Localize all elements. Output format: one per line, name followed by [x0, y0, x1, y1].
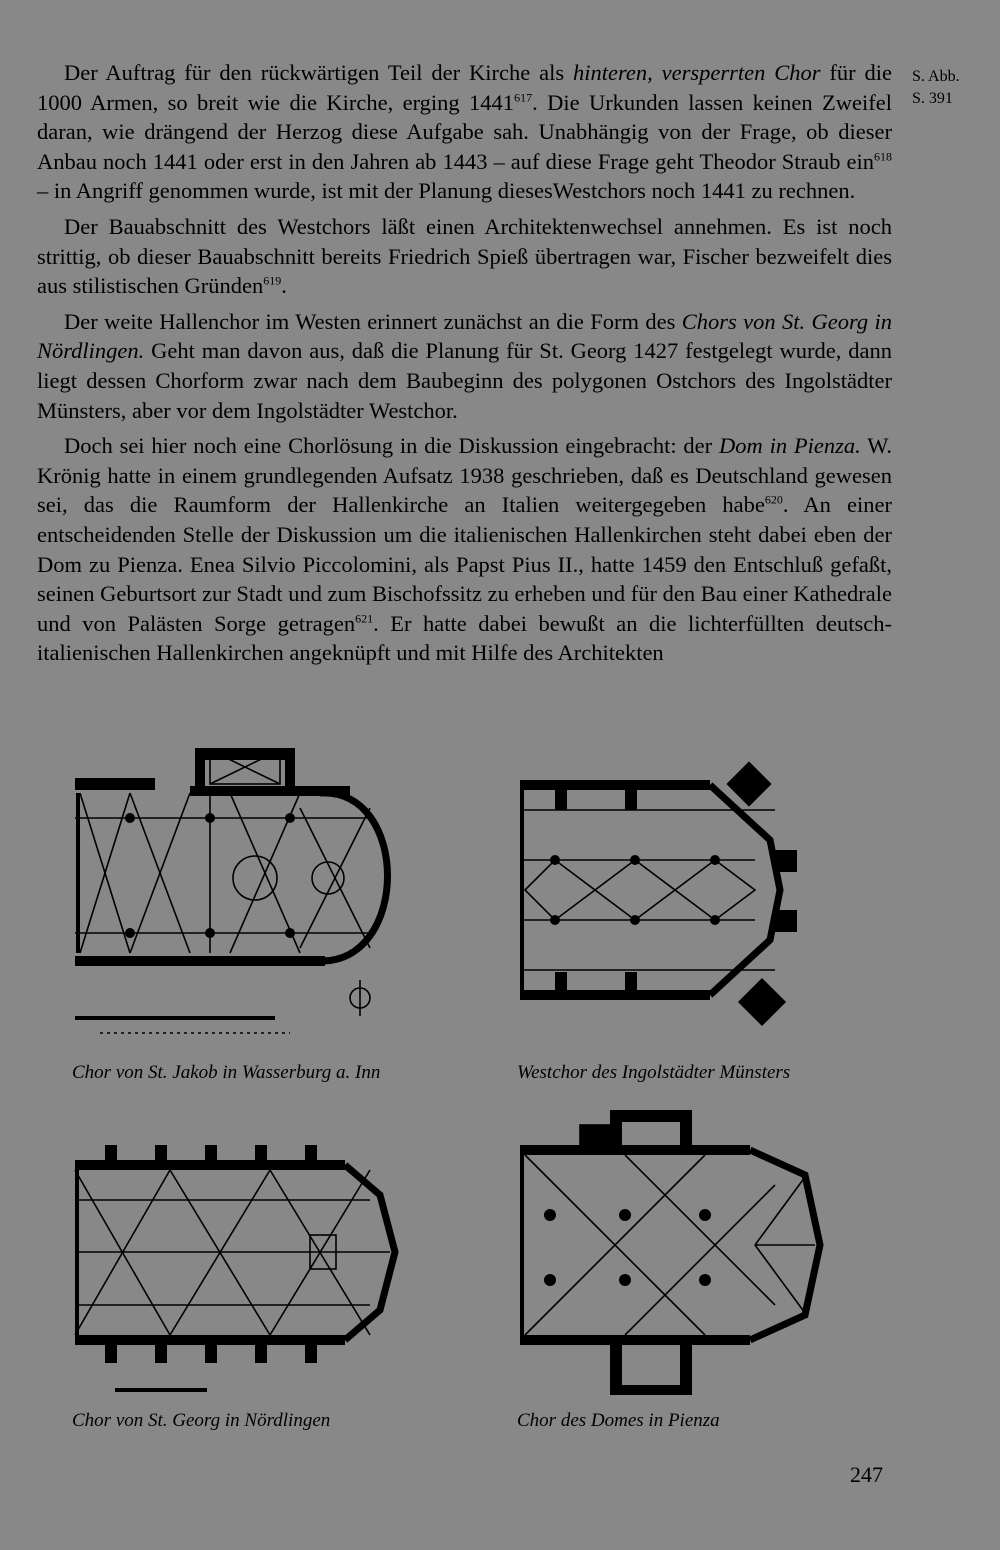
- text-run: für die 1000 Armen, so breit wie die Kirche, erging 1441: [37, 60, 892, 115]
- text-run: W. Krönig hatte in einem grundlegenden Aufsatz 1938 geschrieben, daß es Deutschland gewesen sei, das die Raumform der Hallenkirche an Italien weitergegeben habe: [37, 433, 893, 518]
- footnote-marker: 618: [874, 149, 892, 164]
- italic-run: hinteren, versperrten Chor: [572, 60, 821, 85]
- caption-pienza: Chor des Domes in Pienza: [517, 1410, 720, 1431]
- text-run: Der Auftrag für den rückwärtigen Teil der Kirche als: [64, 60, 573, 85]
- text-run: Der Bauabschnitt des Westchors läßt einen Architektenwechsel annehmen. Es ist noch strittig, ob dieser Bauabschnitt bereits Friedrich Spieß übertragen war, Fischer bezweifelt dies aus stilistischen Gründen: [37, 213, 892, 299]
- paragraph-2: [37, 212, 892, 301]
- text-run: Geht man davon aus, daß die Planung für St. Georg 1427 festgelegt wurde, dann liegt dessen Chorform zwar nach dem Baubeginn des polygonen Ostchors des Ingolstädter Münsters, aber vor dem Ingolstädter Westchor.: [37, 338, 892, 423]
- margin-note-line-1: S. Abb.: [912, 68, 960, 85]
- caption-wasserburg: Chor von St. Jakob in Wasserburg a. Inn: [72, 1062, 381, 1083]
- text-run: Doch sei hier noch eine Chorlösung in die Diskussion eingebracht: der: [64, 433, 719, 459]
- paragraph-4: [37, 431, 892, 668]
- caption-noerdlingen: Chor von St. Georg in Nördlingen: [72, 1410, 331, 1431]
- text-run: . An einer entscheidenden Stelle der Diskussion um die italienischen Hallenkirchen steht dabei eben der Dom zu Pienza. Enea Silvio Piccolomini, als Papst Pius II., hatte 1459 den Entschluß gefaßt, seinen Geburtsort zur Stadt und zum Bischofssitz zu erheben und für den Bau einer Kathedrale und von Palästen Sorge getragen: [37, 492, 893, 636]
- plan-wasserburg: [70, 748, 400, 1048]
- page-number: 247: [850, 1462, 883, 1487]
- caption-ingolstadt: Westchor des Ingolstädter Münsters: [517, 1062, 791, 1083]
- text-run: . Er hatte dabei bewußt an die lichterfüllten deutsch-italienischen Hallenkirchen angeknüpft und mit Hilfe des Architekten: [37, 610, 893, 666]
- text-run: .: [281, 273, 287, 299]
- plan-ingolstadt: [515, 740, 835, 1060]
- footnote-marker: 621: [355, 611, 374, 626]
- plan-pienza: [515, 1105, 855, 1405]
- footnote-marker: 619: [263, 273, 282, 288]
- text-run: – in Angriff genommen wurde, ist mit der Planung diesesWestchors noch 1441 zu rechnen.: [37, 178, 856, 204]
- text-run: Der weite Hallenchor im Westen erinnert zunächst an die Form des: [64, 308, 682, 334]
- body-text: [37, 58, 892, 674]
- margin-note-line-2: S. 391: [912, 90, 953, 107]
- margin-note: [912, 66, 982, 110]
- footnote-marker: 617: [514, 90, 533, 105]
- text-run: . Die Urkunden lassen keinen Zweifel daran, wie drängend der Herzog diese Aufgabe sah. Unabhängig von der Frage, ob dieser Anbau noch 1441 oder erst in den Jahren ab 1443 – auf diese Frage geht Theodor Straub ein: [37, 89, 892, 174]
- paragraph-1: [37, 58, 892, 206]
- footnote-marker: 620: [764, 492, 783, 507]
- paragraph-3: [37, 307, 892, 425]
- plan-noerdlingen: [70, 1140, 415, 1400]
- italic-run: Dom in Pienza.: [719, 433, 861, 459]
- italic-run: Chors von St. Georg in Nördlingen.: [37, 308, 892, 364]
